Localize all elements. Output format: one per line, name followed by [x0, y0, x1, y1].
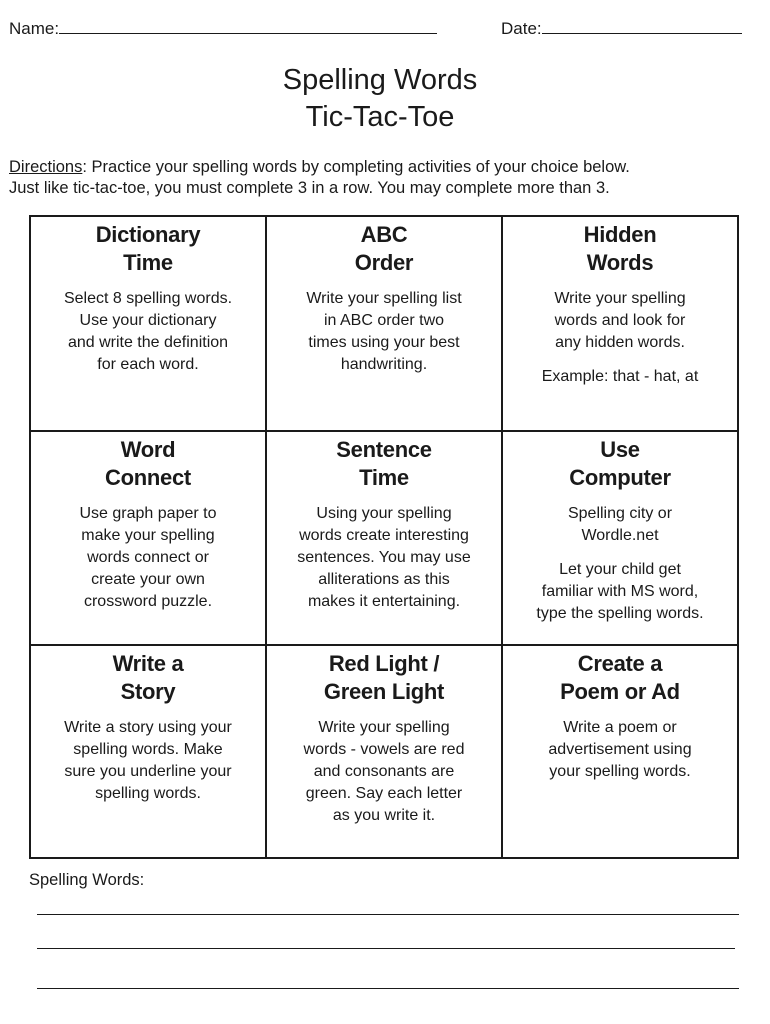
activity-title: [509, 436, 731, 492]
activity-description-line: Write a story using your: [64, 719, 232, 736]
activity-note-line: Example: that - hat, at: [541, 368, 699, 385]
activity-title-line: Create a: [577, 651, 663, 676]
activity-description-line: Write your spelling: [554, 290, 686, 307]
activity-description-line: Spelling city or: [567, 505, 673, 522]
activity-description-line: as you write it.: [332, 807, 436, 824]
activity-description-line: words create interesting: [299, 527, 469, 544]
activity-title-line: Time: [359, 465, 409, 490]
activity-title-line: Word: [120, 437, 176, 462]
directions-text-1: : Practice your spelling words by completing activities of your choice below.: [82, 158, 630, 176]
activity-description-line: Write your spelling: [318, 719, 450, 736]
name-label: Name:: [9, 19, 60, 38]
activity-description-line: words and look for: [554, 312, 686, 329]
activity-title-line: ABC: [360, 222, 408, 247]
activity-description-line: words connect or: [87, 549, 209, 566]
activity-description-line: sentences. You may use: [297, 549, 471, 566]
directions-line-1: [9, 157, 769, 178]
title-line-2: Tic-Tac-Toe: [305, 101, 455, 133]
activity-description-line: your spelling words.: [549, 763, 691, 780]
date-blank-line[interactable]: [542, 19, 742, 34]
activity-title-line: Story: [120, 679, 176, 704]
directions: [9, 157, 769, 199]
activity-title-line: Poem or Ad: [560, 679, 680, 704]
activity-description-line: make your spelling: [81, 527, 215, 544]
activity-description-line: Wordle.net: [581, 527, 659, 544]
activity-description-line: green. Say each letter: [305, 785, 463, 802]
activity-title-line: Hidden: [583, 222, 657, 247]
activity-description-line: handwriting.: [340, 356, 428, 373]
activity-note-line: type the spelling words.: [536, 605, 704, 622]
activity-cell: [503, 432, 737, 646]
activity-note: [509, 366, 731, 388]
activity-title: [37, 221, 259, 277]
directions-label: Directions: [9, 158, 83, 176]
activity-description-line: Write a poem or: [563, 719, 677, 736]
tic-tac-toe-board: [29, 215, 739, 859]
activity-cell: [31, 217, 267, 432]
activity-title-line: Sentence: [336, 437, 432, 462]
activity-description-line: words - vowels are red: [303, 741, 465, 758]
activity-description: [273, 288, 495, 376]
activity-description-line: spelling words.: [95, 785, 201, 802]
activity-cell: [503, 646, 737, 857]
activity-title-line: Connect: [105, 465, 191, 490]
activity-title-line: Order: [354, 250, 414, 275]
activity-title-line: Green Light: [323, 679, 445, 704]
activity-note-line: Let your child get: [559, 561, 681, 578]
spelling-words-label: Spelling Words:: [29, 871, 145, 889]
header-row: [9, 19, 761, 41]
name-blank-line[interactable]: [59, 19, 437, 34]
page-title: [0, 62, 760, 136]
directions-line-2: Just like tic-tac-toe, you must complete 3 in a row. You may complete more than 3.: [9, 179, 610, 197]
activity-description-line: spelling words. Make: [73, 741, 223, 758]
spelling-writing-line[interactable]: [37, 948, 735, 949]
activity-description: [273, 717, 495, 827]
name-field[interactable]: [9, 19, 437, 39]
activity-cell: [267, 646, 503, 857]
activity-title-line: Computer: [569, 465, 671, 490]
activity-title: [37, 436, 259, 492]
activity-title-line: Dictionary: [95, 222, 201, 247]
activity-cell: [31, 646, 267, 857]
activity-note: [509, 559, 731, 625]
activity-cell: [31, 432, 267, 646]
activity-title: [37, 650, 259, 706]
activity-description-line: Write your spelling list: [306, 290, 462, 307]
activity-description-line: crossword puzzle.: [83, 593, 213, 610]
activity-description: [37, 717, 259, 805]
spelling-writing-line[interactable]: [37, 914, 739, 915]
activity-description-line: and write the definition: [67, 334, 229, 351]
activity-description-line: advertisement using: [548, 741, 692, 758]
activity-cell: [503, 217, 737, 432]
date-field[interactable]: [501, 19, 742, 39]
date-label: Date:: [501, 19, 542, 38]
activity-description-line: Using your spelling: [316, 505, 452, 522]
activity-description-line: times using your best: [308, 334, 460, 351]
activity-description: [509, 288, 731, 354]
activity-title-line: Words: [586, 250, 654, 275]
activity-description: [509, 717, 731, 783]
activity-description: [37, 503, 259, 613]
activity-description-line: for each word.: [97, 356, 199, 373]
activity-description: [509, 503, 731, 547]
activity-title-line: Time: [123, 250, 173, 275]
activity-title: [273, 436, 495, 492]
activity-description-line: makes it entertaining.: [307, 593, 461, 610]
activity-title: [509, 650, 731, 706]
activity-title-line: Write a: [112, 651, 184, 676]
activity-description-line: Use graph paper to: [79, 505, 217, 522]
activity-cell: [267, 432, 503, 646]
activity-description: [273, 503, 495, 613]
activity-title-line: Use: [600, 437, 640, 462]
activity-description-line: sure you underline your: [64, 763, 232, 780]
activity-description-line: alliterations as this: [318, 571, 450, 588]
spelling-writing-line[interactable]: [37, 988, 739, 989]
activity-note-line: familiar with MS word,: [541, 583, 699, 600]
activity-description-line: and consonants are: [313, 763, 455, 780]
activity-description-line: any hidden words.: [555, 334, 685, 351]
activity-description-line: Select 8 spelling words.: [63, 290, 233, 307]
activity-cell: [267, 217, 503, 432]
activity-description-line: in ABC order two: [323, 312, 445, 329]
activity-description-line: create your own: [91, 571, 205, 588]
activity-title: [273, 221, 495, 277]
activity-description: [37, 288, 259, 376]
activity-description-line: Use your dictionary: [79, 312, 217, 329]
activity-title: [509, 221, 731, 277]
title-line-1: Spelling Words: [282, 64, 478, 96]
activity-title: [273, 650, 495, 706]
activity-title-line: Red Light /: [328, 651, 440, 676]
